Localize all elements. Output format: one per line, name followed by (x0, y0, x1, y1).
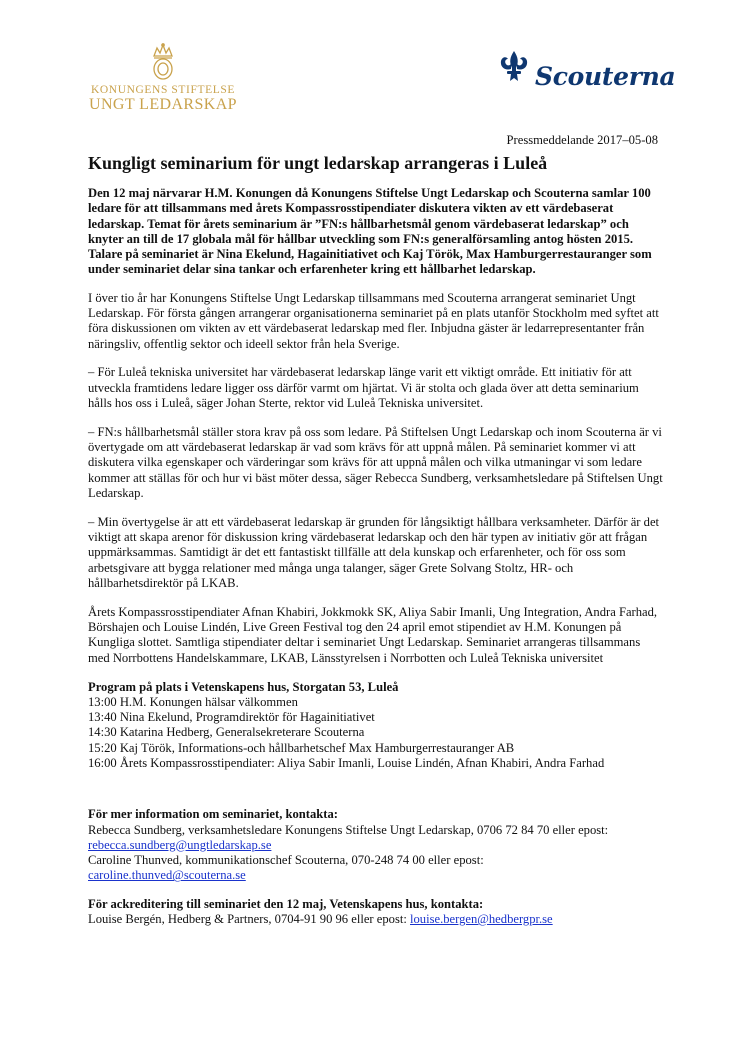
press-release-date: Pressmeddelande 2017–05-08 (506, 133, 658, 147)
document-body (88, 152, 664, 940)
paragraph-2: – För Luleå tekniska universitet har värdebaserat ledarskap länge varit ett viktigt område. Ett initiativ för att utveckla framtidens ledare ligger oss därför varmt om hjärtat. Vi är stolta och glada över att detta seminarium hålls hos oss i Luleå, säger Johan Sterte, rektor vid Luleå Tekniska universitet. (88, 365, 639, 411)
program-item: 14:30 Katarina Hedberg, Generalsekreterare Scouterna (88, 725, 365, 740)
program-title: Program på plats i Vetenskapens hus, Storgatan 53, Luleå (88, 679, 399, 694)
stiftelse-logo-line2: UNGT LEDARSKAP (89, 96, 237, 113)
page-title: Kungligt seminarium för ungt ledarskap arrangeras i Luleå (88, 153, 548, 173)
accreditation-section (88, 897, 664, 928)
paragraph-1: I över tio år har Konungens Stiftelse Ungt Ledarskap tillsammans med Scouterna arrangerat seminariet Ungt Ledarskap. För första gången arrangerar organisationerna seminariet på en plats utanför Stockholm med syftet att föra diskussionen om vikten av ett värdebaserat ledarskap med fler. Inbjudna gäster är ledarrepresentanter från näringsliv, offentlig sektor och ideell sektor från hela Sverige. (88, 290, 659, 351)
fleur-de-lis-icon (498, 50, 530, 84)
paragraph-5: Årets Kompassrosstipendiater Afnan Khabiri, Jokkmokk SK, Aliya Sabir Imanli, Ung Integration, Andra Farhad, Börshajen och Louise Lindén, Live Green Festival tog den 24 april emot stipendiet av H.M. Konungen på Kungliga slottet. Samtliga stipendiater deltar i seminariet Ungt Ledarskap. Seminariet arrangeras tillsammans med Norrbottens Handelskammare, LKAB, Länsstyrelsen i Norrbotten och Luleå Tekniska universitet (88, 604, 658, 665)
program-item: 16:00 Årets Kompassrosstipendiater: Aliya Sabir Imanli, Louise Lindén, Afnan Khabiri, Andra Farhad (88, 756, 605, 770)
paragraph-4: – Min övertygelse är att ett värdebaserat ledarskap är grunden för långsiktigt hållbara verksamheter. Därför är det viktigt att skapa arenor för diskussion kring värdebaserat ledarskap och den här typen av initiativ gör att frågan uppmärksammas. Samtidigt är det ett fantastiskt tillfälle att dela kunskap och erfarenheter, och för oss som arbetsgivare att bygga relationer med många unga talanger, säger Grete Solvang Stoltz, HR- och hållbarhetsdirektör på LKAB. (88, 514, 660, 591)
program-item: 13:40 Nina Ekelund, Programdirektör för Hagainitiativet (88, 710, 375, 725)
contact-caroline: Caroline Thunved, kommunikationschef Scouterna, 070-248 74 00 eller epost: (88, 853, 484, 868)
contact-rebecca: Rebecca Sundberg, verksamhetsledare Konungens Stiftelse Ungt Ledarskap, 0706 72 84 70 eller epost: (88, 822, 609, 837)
accreditation-title: För ackreditering till seminariet den 12 maj, Vetenskapens hus, kontakta: (88, 896, 484, 911)
email-link-louise[interactable]: louise.bergen@hedbergpr.se (410, 912, 553, 927)
program-item: 15:20 Kaj Török, Informations-och hållbarhetschef Max Hamburgerrestauranger AB (88, 740, 515, 755)
stiftelse-logo-line1: KONUNGENS STIFTELSE (91, 84, 235, 96)
scouterna-wordmark: Scouterna (535, 62, 676, 91)
program-section (88, 680, 664, 772)
email-link-rebecca[interactable]: rebecca.sundberg@ungtledarskap.se (88, 837, 272, 852)
stiftelse-logo (88, 42, 238, 113)
crown-seal-icon (148, 42, 178, 82)
accreditation-contact (88, 912, 664, 927)
contact-info-title: För mer information om seminariet, kontakta: (88, 807, 338, 822)
program-item: 13:00 H.M. Konungen hälsar välkommen (88, 694, 298, 709)
contact-info-section (88, 807, 664, 883)
accreditation-line: Louise Bergén, Hedberg & Partners, 0704-91 90 96 eller epost: (88, 912, 407, 927)
lead-paragraph: Den 12 maj närvarar H.M. Konungen då Konungens Stiftelse Ungt Ledarskap och Scouterna samlar 100 ledare för att tillsammans med årets Kompassrosstipendiater diskutera vikten av ett värdebaserat ledarskap. Temat för årets seminarium är ”FN:s hållbarhetsmål genom värdebaserat ledarskap” och knyter an till de 17 globala mål för hållbar utveckling som FN:s generalförsamling antog hösten 2015. Talare på seminariet är Nina Ekelund, Hagainitiativet och Kaj Török, Max Hamburgerrestauranger som under seminariet delar sina tankar och erfarenheter kring ett hållbarhet ledarskap. (88, 186, 652, 277)
email-link-caroline[interactable]: caroline.thunved@scouterna.se (88, 868, 246, 883)
scouterna-logo (498, 50, 676, 100)
paragraph-3: – FN:s hållbarhetsmål ställer stora krav på oss som ledare. På Stiftelsen Ungt Ledarskap och inom Scouterna är vi övertygade om att värdebaserat ledarskap är vad som krävs för att uppnå målen. På seminariet kommer vi att diskutera vilka egenskaper och värderingar som krävs för att uppnå målen och vilka utmaningar vi som ledare kommer att ställas för och hur vi bäst möter dessa, säger Rebecca Sundberg, verksamhetsledare på Stiftelsen Ungt Ledarskap. (88, 424, 663, 501)
